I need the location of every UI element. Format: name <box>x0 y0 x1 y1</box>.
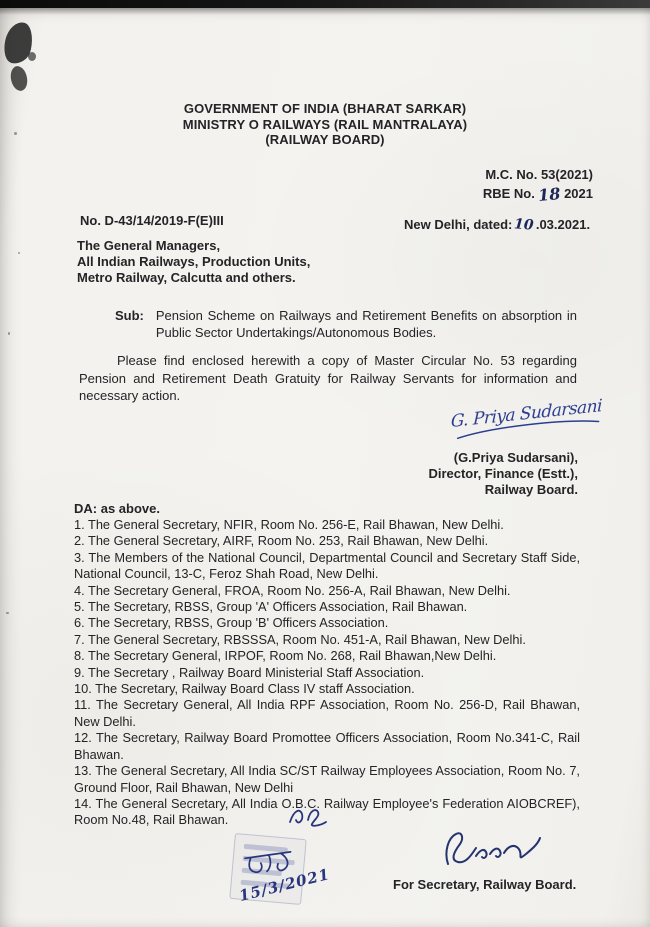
letterhead <box>0 101 650 148</box>
for-secretary-line: For Secretary, Railway Board. <box>393 877 577 892</box>
pen-squiggle <box>286 800 330 830</box>
distribution-list <box>74 517 580 829</box>
distribution-item: 10. The Secretary, Railway Board Class IV staff Association. <box>74 681 415 697</box>
distribution-item: 4. The Secretary General, FROA, Room No. 256-A, Rail Bhawan, New Delhi. <box>74 582 511 598</box>
scan-mark <box>28 52 36 61</box>
distribution-item: 1. The General Secretary, NFIR, Room No. 256-E, Rail Bhawan, New Delhi. <box>74 517 504 532</box>
scan-speck <box>6 612 9 614</box>
subject-line <box>115 307 577 341</box>
addressee-line-1: The General Managers, <box>77 238 221 253</box>
distribution-item: 7. The General Secretary, RBSSSA, Room No. 451-A, Rail Bhawan, New Delhi. <box>74 631 526 647</box>
distribution-item: 6. The Secretary, RBSS, Group 'B' Officers Association. <box>74 615 389 631</box>
subject-text: Pension Scheme on Railways and Retirement Benefits on absorption in Public Sector Undertakings/Autonomous Bodies. <box>155 308 577 340</box>
scan-mark <box>9 65 30 93</box>
letterhead-line-1: GOVERNMENT OF INDIA (BHARAT SARKAR) <box>183 101 467 116</box>
subject-label: Sub: <box>115 308 144 323</box>
signatory-block <box>428 450 578 497</box>
rbe-number-line <box>483 184 593 203</box>
distribution-item: 9. The Secretary , Railway Board Ministerial Staff Association. <box>74 664 425 680</box>
addressee-line-3: Metro Railway, Calcutta and others. <box>77 270 296 286</box>
distribution-item: 11. The Secretary General, All India RPF Association, Room No. 256-D, Rail Bhawan, New Delhi. <box>74 697 580 729</box>
scan-speck <box>18 252 20 254</box>
addressee-line-2: All Indian Railways, Production Units, <box>77 254 311 270</box>
distribution-item: 5. The Secretary, RBSS, Group 'A' Officers Association, Rail Bhawan. <box>74 599 468 615</box>
signature-name-script: G. Priya Sudarsani <box>450 395 602 433</box>
distribution-item: 12. The Secretary, Railway Board Promottee Officers Association, Room No.341-C, Rail Bhawan. <box>74 730 580 762</box>
distribution-item: 14. The General Secretary, All India O.B.C. Railway Employee's Federation AIOBCREF), Room No.48, Rail Bhawan. <box>74 795 580 828</box>
scan-speck <box>14 132 17 135</box>
signatory-org: Railway Board. <box>484 481 578 497</box>
distribution-item: 3. The Members of the National Council, Departmental Council and Secretary Staff Side, National Council, 13-C, Feroz Shah Road, New Delhi. <box>74 549 580 582</box>
date-rest: .03.2021. <box>535 217 591 232</box>
file-number: No. D-43/14/2019-F(E)III <box>80 213 224 228</box>
place-and-date <box>404 217 590 233</box>
body-paragraph: Please find enclosed herewith a copy of Master Circular No. 53 regarding Pension and Retirement Death Gratuity for Railway Servants for information and necessary action. <box>79 353 577 403</box>
stamp-date-handwritten: 15/3/2021 <box>237 865 332 905</box>
rbe-prefix: RBE No. <box>482 186 535 201</box>
date-day-handwritten: 10 <box>513 216 535 234</box>
distribution-item: 13. The General Secretary, All India SC/ST Railway Employees Association, Room No. 7, Ground Floor, Rail Bhawan, New Delhi <box>74 763 580 795</box>
scan-speck <box>8 332 10 335</box>
mc-number: M.C. No. 53(2021) <box>485 167 593 182</box>
scan-edge-artifact <box>0 0 650 8</box>
distribution-item: 8. The Secretary General, IRPOF, Room No. 268, Rail Bhawan,New Delhi. <box>74 648 497 664</box>
letterhead-line-2: MINISTRY O RAILWAYS (RAIL MANTRALAYA) <box>182 116 468 132</box>
date-prefix: New Delhi, dated: <box>404 217 513 232</box>
distribution-item: 2. The General Secretary, AIRF, Room No. 253, Rail Bhawan, New Delhi. <box>74 533 489 549</box>
secretary-signature-flourish <box>438 826 546 872</box>
addressee-block <box>77 238 310 287</box>
letterhead-line-3: (RAILWAY BOARD) <box>265 132 385 147</box>
signatory-name: (G.Priya Sudarsani), <box>453 450 578 465</box>
rbe-number-handwritten: 18 <box>537 184 561 205</box>
reference-numbers <box>483 166 593 203</box>
rbe-year: 2021 <box>564 186 593 201</box>
signatory-designation: Director, Finance (Estt.), <box>428 465 578 481</box>
da-heading: DA: as above. <box>74 501 160 516</box>
